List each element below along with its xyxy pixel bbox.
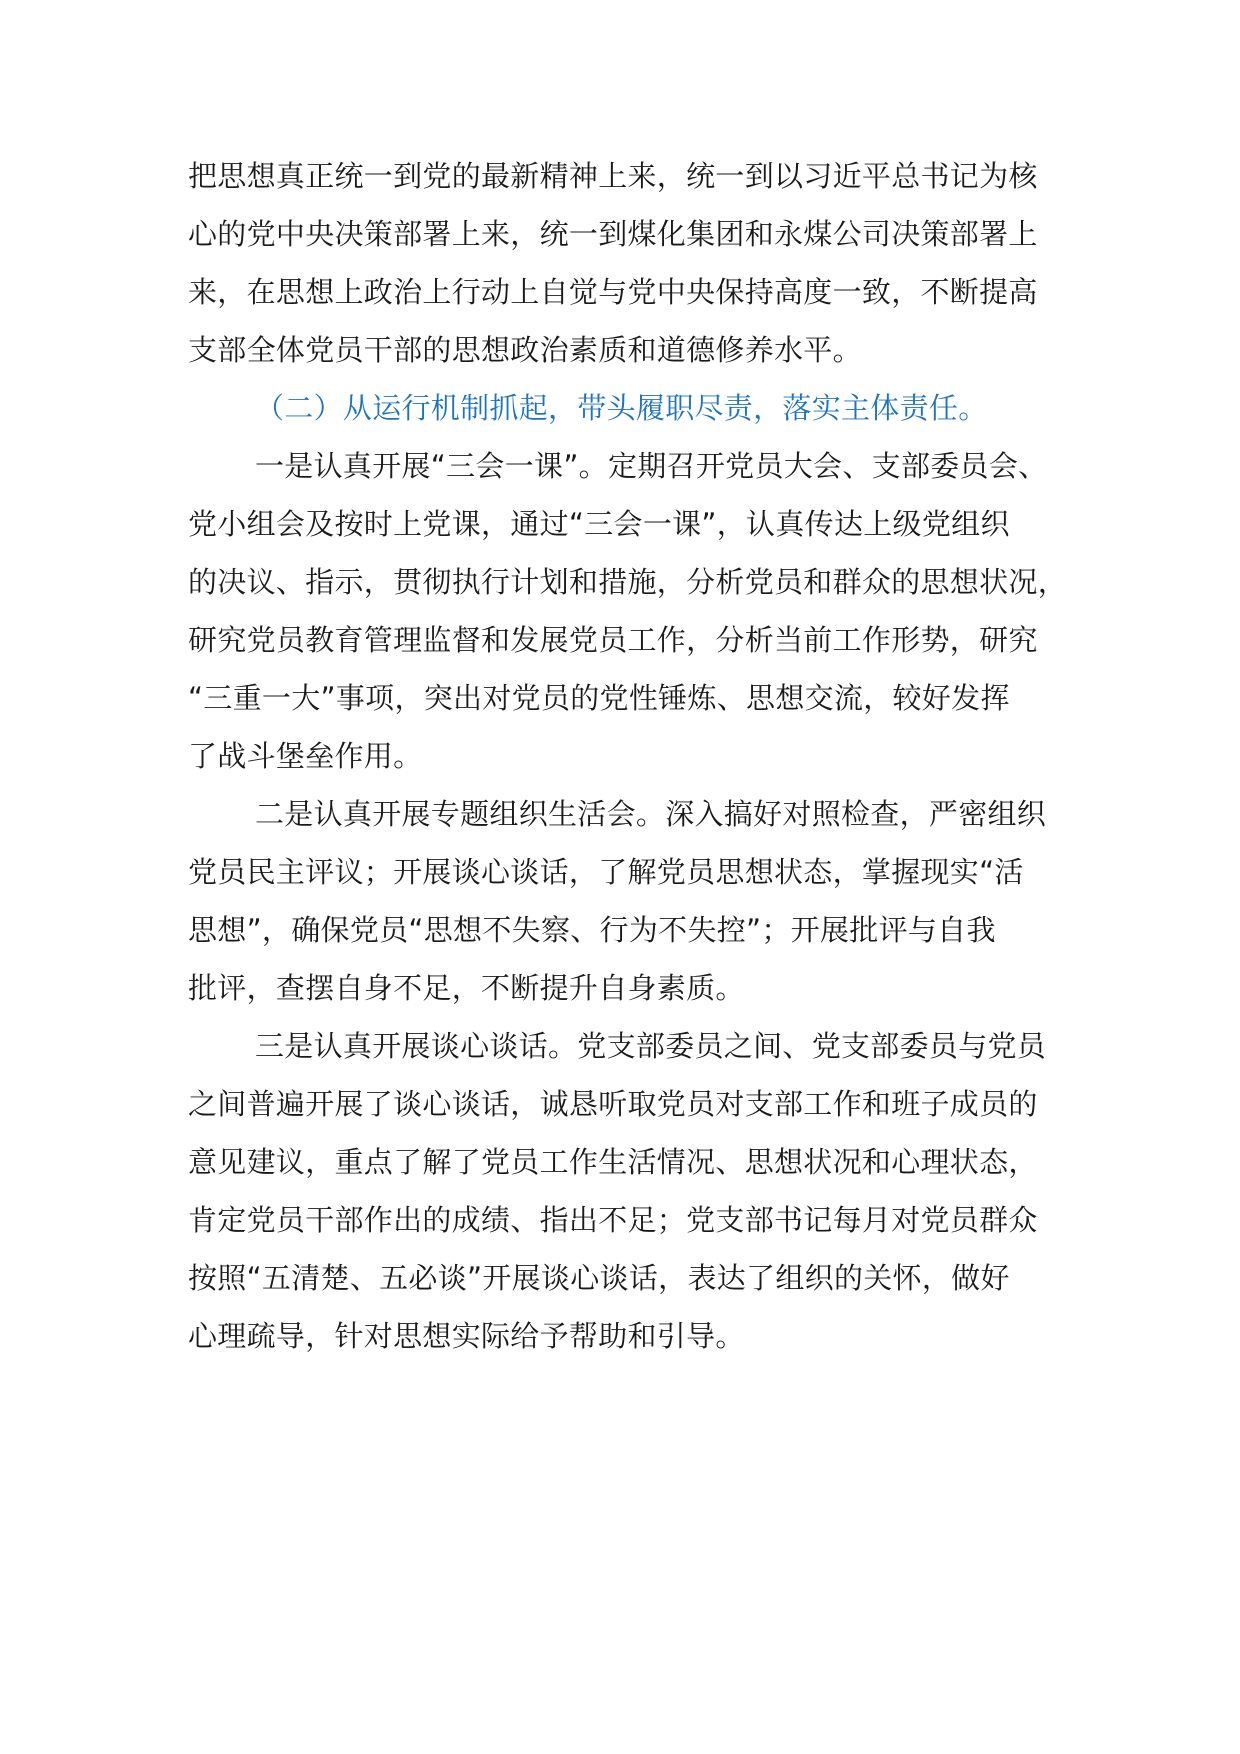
paragraph-1-line-4: 支部全体党员干部的思想政治素质和道德修养水平。 [188,333,862,367]
section-heading: （二）从运行机制抓起，带头履职尽责，落实主体责任。 [255,391,988,425]
paragraph-4-line-6: 心理疏导，针对思想实际给予帮助和引导。 [188,1319,745,1353]
paragraph-4-line-4: 肯定党员干部作出的成绩、指出不足；党支部书记每月对党员群众 [188,1203,1038,1237]
paragraph-2-line-4: 研究党员教育管理监督和发展党员工作，分析当前工作形势，研究 [188,623,1038,657]
paragraph-1-line-1: 把思想真正统一到党的最新精神上来，统一到以习近平总书记为核 [188,159,1038,193]
paragraph-2-line-6: 了战斗堡垒作用。 [188,739,423,773]
paragraph-1-line-3: 来，在思想上政治上行动上自觉与党中央保持高度一致，不断提高 [188,275,1038,309]
paragraph-2-line-2: 党小组会及按时上党课，通过“三会一课”，认真传达上级党组织 [188,507,1010,541]
paragraph-3-line-1: 二是认真开展专题组织生活会。深入搞好对照检查，严密组织 [255,797,1047,831]
paragraph-4-line-2: 之间普遍开展了谈心谈话，诚恳听取党员对支部工作和班子成员的 [188,1087,1038,1121]
paragraph-1-line-2: 心的党中央决策部署上来，统一到煤化集团和永煤公司决策部署上 [188,217,1038,251]
paragraph-3-line-4: 批评，查摆自身不足，不断提升自身素质。 [188,971,745,1005]
paragraph-2-line-1: 一是认真开展“三会一课”。定期召开党员大会、支部委员会、 [255,449,1048,483]
paragraph-4-line-5: 按照“五清楚、五必谈”开展谈心谈话，表达了组织的关怀，做好 [188,1261,1010,1295]
paragraph-4-line-3: 意见建议，重点了解了党员工作生活情况、思想状况和心理状态， [188,1145,1038,1179]
paragraph-4-line-1: 三是认真开展谈心谈话。党支部委员之间、党支部委员与党员 [255,1029,1047,1063]
paragraph-3-line-3: 思想”，确保党员“思想不失察、行为不失控”；开展批评与自我 [188,913,996,947]
paragraph-2-line-5: “三重一大”事项，突出对党员的党性锤炼、思想交流，较好发挥 [188,681,1010,715]
paragraph-3-line-2: 党员民主评议；开展谈心谈话，了解党员思想状态，掌握现实“活 [188,855,1024,889]
paragraph-2-line-3: 的决议、指示，贯彻执行计划和措施，分析党员和群众的思想状况， [188,565,1068,599]
